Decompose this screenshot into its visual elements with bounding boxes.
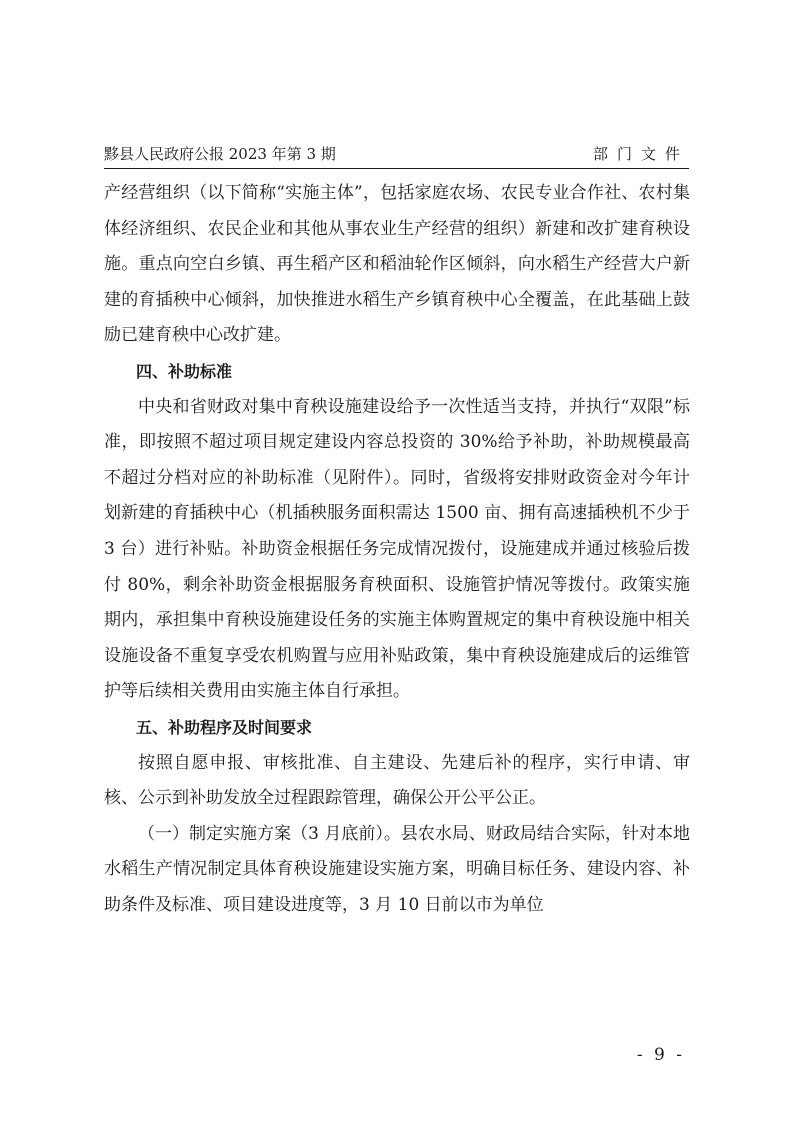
running-header [104,144,689,168]
paragraph-continuation: 产经营组织（以下简称“实施主体”，包括家庭农场、农民专业合作社、农村集体经济组织、农民企业和其他从事农业生产经营的组织）新建和改扩建育秧设施。重点向空白乡镇、再生稻产区和稻油轮作区倾斜，向水稻生产经营大户新建的育插秧中心倾斜，加快推进水稻生产乡镇育秧中心全覆盖，在此基础上鼓励已建育秧中心改扩建。 [104,183,690,346]
paragraph-subsidy-standard: 中央和省财政对集中育秧设施建设给予一次性适当支持，并执行“双限”标准，即按照不超过项目规定建设内容总投资的 30%给予补助，补助规模最高不超过分档对应的补助标准（见附件）。同时，省级将安排财政资金对今年计划新建的育插秧中心（机插秧服务面积需达 1500 亩、拥有高速插秧机不少于 3 台）进行补贴。补助资金根据任务完成情况拨付，设施建成并通过核验后拨付 80%，剩余补助资金根据服务育秧面积、设施管护情况等拨付。政策实施期内，承担集中育秧设施建设任务的实施主体购置规定的集中育秧设施中相关设施设备不重复享受农机购置与应用补贴政策，集中育秧设施建成后的运维管护等后续相关费用由实施主体自行承担。 [104,396,690,702]
header-divider [104,168,689,169]
page-number: - 9 - [636,1045,685,1065]
body-text [104,176,690,923]
section-label: 部门文件 [592,145,689,163]
paragraph-procedure: 按照自愿申报、审核批准、自主建设、先建后补的程序，实行申请、审核、公示到补助发放全过程跟踪管理，确保公开公平公正。 [104,752,690,809]
bulletin-issue-title: 黟县人民政府公报 2023 年第 3 期 [104,145,336,163]
section-heading-subsidy-standard: 四、补助标准 [136,361,233,381]
paragraph-implementation-plan: （一）制定实施方案（3 月底前）。县农水局、财政局结合实际，针对本地水稻生产情况制定具体育秧设施建设实施方案，明确目标任务、建设内容、补助条件及标准、项目建设进度等，3 月 10 日前以市为单位 [104,823,690,915]
section-heading-procedure-timeline: 五、补助程序及时间要求 [136,717,313,737]
